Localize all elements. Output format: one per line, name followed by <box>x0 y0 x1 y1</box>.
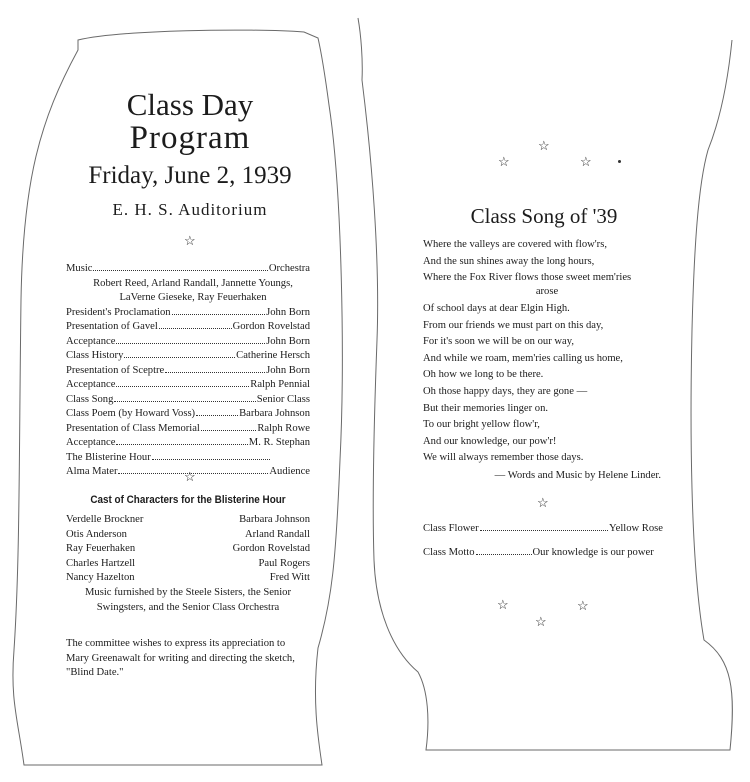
program-performer: Orchestra <box>268 263 310 274</box>
song-lyrics <box>423 238 671 468</box>
program-performer: John Born <box>266 364 310 376</box>
lyric-line: But their memories linger on. <box>423 402 549 414</box>
program-row <box>66 451 310 466</box>
program-row <box>66 335 310 350</box>
cast-row <box>66 528 310 543</box>
cast-actor: Barbara Johnson <box>239 514 310 525</box>
star-ornament-icon: ☆ <box>184 233 196 248</box>
star-ornament-icon: ☆ <box>537 495 549 510</box>
lyric-line: arose <box>535 286 559 298</box>
music-performers-line1: Robert Reed, Arland Randall, Jannette Youngs, <box>93 277 293 289</box>
cast-actor: Arland Randall <box>244 528 310 540</box>
program-performer: Barbara Johnson <box>239 408 310 419</box>
star-ornament-icon: ☆ <box>538 138 550 153</box>
program-performer: John Born <box>266 335 310 347</box>
program-item: Class Song <box>66 393 114 405</box>
lyric-line: From our friends we must part on this day, <box>423 319 604 331</box>
program-item: Presentation of Gavel <box>66 321 158 332</box>
cast-actor: Paul Rogers <box>258 557 310 569</box>
cast-role: Otis Anderson <box>66 528 127 540</box>
program-performer: Ralph Rowe <box>257 422 310 434</box>
program-title-line2: Program <box>129 120 251 156</box>
dot-ornament <box>618 160 621 163</box>
music-performers-line2: LaVerne Gieseke, Ray Feuerhaken <box>119 292 267 303</box>
class-flower-label: Class Flower <box>423 523 479 534</box>
program-list <box>66 262 310 480</box>
class-motto-label: Class Motto <box>423 547 475 558</box>
song-title: Class Song of '39 <box>470 204 618 228</box>
program-performer: Catherine Hersch <box>236 350 310 361</box>
program-performer: Audience <box>269 466 310 477</box>
program-date: Friday, June 2, 1939 <box>88 162 292 189</box>
song-credit: — Words and Music by Helene Linder. <box>494 470 661 481</box>
program-row <box>66 422 310 437</box>
lyric-line: And while we roam, mem'ries calling us home, <box>423 352 623 364</box>
program-item: The Blisterine Hour <box>66 451 151 463</box>
program-row <box>66 378 310 393</box>
program-item: President's Proclamation <box>66 306 171 318</box>
program-row <box>66 262 310 277</box>
lyric-line: We will always remember those days. <box>423 452 584 464</box>
lyric-line: Oh those happy days, they are gone — <box>423 385 588 397</box>
lyric-line: Of school days at dear Elgin High. <box>423 302 570 314</box>
star-ornament-icon: ☆ <box>184 469 196 484</box>
class-motto-row <box>423 546 663 560</box>
program-item: Acceptance <box>66 379 116 390</box>
lyric-line: Oh how we long to be there. <box>423 369 544 381</box>
program-item: Presentation of Sceptre <box>66 364 165 376</box>
program-row <box>66 349 310 364</box>
cast-role: Verdelle Brockner <box>66 514 144 525</box>
music-note: Music furnished by the Steele Sisters, the Senior Swingsters, and the Senior Class Orchestra <box>85 587 291 613</box>
class-motto-value: Our knowledge is our power <box>532 547 654 558</box>
lyric-line: And our knowledge, our pow'r! <box>423 435 557 447</box>
lyric-line: Where the Fox River flows those sweet mem'ries <box>423 272 632 284</box>
lyric-line: And the sun shines away the long hours, <box>423 255 595 267</box>
star-ornament-icon: ☆ <box>497 597 509 612</box>
cast-actor: Gordon Rovelstad <box>232 543 310 555</box>
star-ornament-icon: ☆ <box>535 614 547 629</box>
cast-row <box>66 513 310 528</box>
cast-role: Charles Hartzell <box>66 557 136 569</box>
star-ornament-icon: ☆ <box>580 154 592 169</box>
cast-list <box>66 513 310 586</box>
program-performer: M. R. Stephan <box>248 437 310 448</box>
program-item: Acceptance <box>66 335 116 347</box>
class-flower-value: Yellow Rose <box>609 523 663 534</box>
program-item: Alma Mater <box>66 466 118 477</box>
program-row <box>66 436 310 451</box>
program-performer: Senior Class <box>256 393 310 405</box>
cast-row <box>66 571 310 586</box>
cast-role: Nancy Hazelton <box>66 572 135 584</box>
program-row <box>66 393 310 408</box>
program-item: Acceptance <box>66 437 116 448</box>
program-performer: John Born <box>266 306 310 318</box>
lyric-line: Where the valleys are covered with flow'rs, <box>423 239 607 250</box>
music-performers <box>66 277 310 306</box>
cast-heading: Cast of Characters for the Blisterine Hour <box>90 494 286 506</box>
cast-role: Ray Feuerhaken <box>66 543 136 555</box>
cast-actor: Fred Witt <box>269 572 310 584</box>
star-ornament-icon: ☆ <box>577 598 589 613</box>
lyric-line: For it's soon we will be on our way, <box>423 336 574 348</box>
program-title-line1: Class Day <box>126 87 254 122</box>
class-flower-row <box>423 522 663 536</box>
committee-note: The committee wishes to express its appreciation to Mary Greenawalt for writing and directing the sketch, "Blind Date." <box>66 638 295 679</box>
program-item: Class Poem (by Howard Voss) <box>66 408 196 419</box>
program-item: Presentation of Class Memorial <box>66 422 200 434</box>
cast-row <box>66 542 310 557</box>
program-row <box>66 364 310 379</box>
star-ornament-icon: ☆ <box>498 154 510 169</box>
program-row <box>66 320 310 335</box>
cast-row <box>66 557 310 572</box>
program-item: Class History <box>66 350 124 361</box>
program-item: Music <box>66 263 93 274</box>
program-row <box>66 407 310 422</box>
program-performer: Ralph Pennial <box>250 379 310 390</box>
program-row <box>66 306 310 321</box>
lyric-line: To our bright yellow flow'r, <box>423 419 540 431</box>
program-performer: Gordon Rovelstad <box>232 321 310 332</box>
program-venue: E. H. S. Auditorium <box>112 200 268 219</box>
